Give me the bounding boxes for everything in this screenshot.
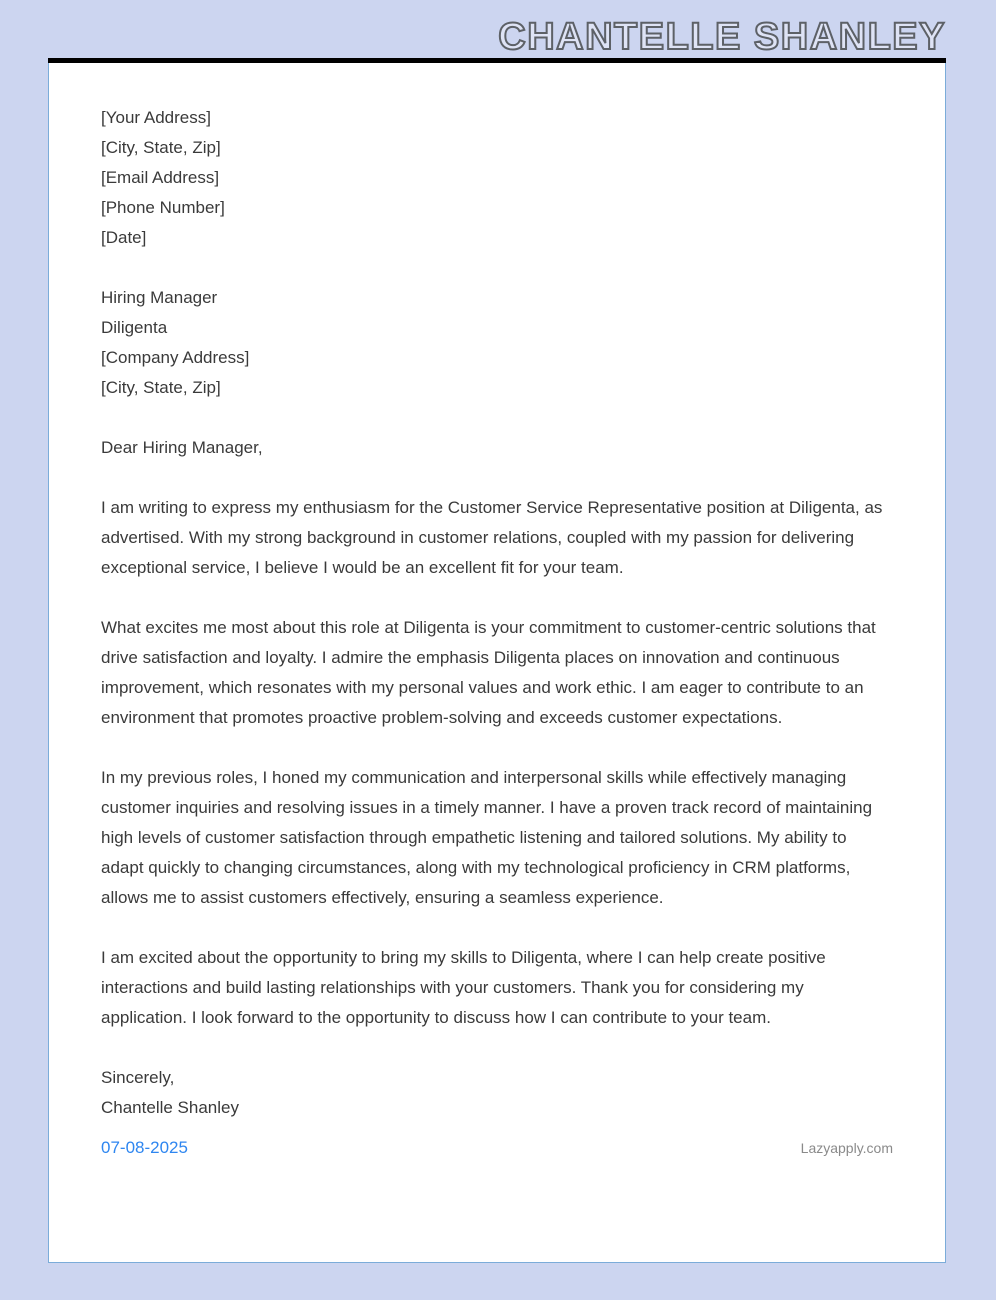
- masthead: [48, 8, 946, 58]
- sender-email-line: [Email Address]: [101, 168, 220, 187]
- document: [48, 8, 946, 1263]
- recipient-title-line: Hiring Manager: [101, 288, 218, 307]
- closing-line: Sincerely,: [101, 1068, 175, 1087]
- body-paragraph-1: I am writing to express my enthusiasm for the Customer Service Representative position at Diligenta, as advertised. With my strong background in customer relations, coupled with my passion for delivering exceptional service, I believe I would be an excellent fit for your team.: [101, 498, 883, 577]
- salutation: Dear Hiring Manager,: [101, 438, 263, 457]
- recipient-city-line: [City, State, Zip]: [101, 378, 221, 397]
- body-paragraph-4: I am excited about the opportunity to bring my skills to Diligenta, where I can help create positive interactions and build lasting relationships with your customers. Thank you for considering my application. I look forward to the opportunity to discuss how I can contribute to your team.: [101, 948, 826, 1027]
- recipient-address-block: [101, 283, 893, 403]
- date-stamp: 07-08-2025: [101, 1138, 188, 1157]
- body-paragraph-2: What excites me most about this role at Diligenta is your commitment to customer-centric solutions that drive satisfaction and loyalty. I admire the emphasis Diligenta places on innovation and continuous improvement, which resonates with my personal values and work ethic. I am eager to contribute to an environment that promotes proactive problem-solving and exceeds customer expectations.: [101, 618, 876, 727]
- signature-name: Chantelle Shanley: [101, 1098, 239, 1117]
- sender-address-block: [101, 103, 893, 253]
- watermark-text: Lazyapply.com: [800, 1140, 893, 1156]
- sender-city-line: [City, State, Zip]: [101, 138, 221, 157]
- sender-date-line: [Date]: [101, 228, 147, 247]
- candidate-name-heading: CHANTELLE SHANLEY: [498, 16, 946, 58]
- sheet-footer: [101, 1133, 893, 1163]
- letter-sheet: [48, 63, 946, 1263]
- sender-phone-line: [Phone Number]: [101, 198, 225, 217]
- recipient-address-line: [Company Address]: [101, 348, 250, 367]
- closing-block: [101, 1063, 893, 1123]
- sender-address-line: [Your Address]: [101, 108, 211, 127]
- recipient-company-line: Diligenta: [101, 318, 168, 337]
- body-paragraph-3: In my previous roles, I honed my communication and interpersonal skills while effectively managing customer inquiries and resolving issues in a timely manner. I have a proven track record of maintaining high levels of customer satisfaction through empathetic listening and tailored solutions. My ability to adapt quickly to changing circumstances, along with my technological proficiency in CRM platforms, allows me to assist customers effectively, ensuring a seamless experience.: [101, 768, 873, 907]
